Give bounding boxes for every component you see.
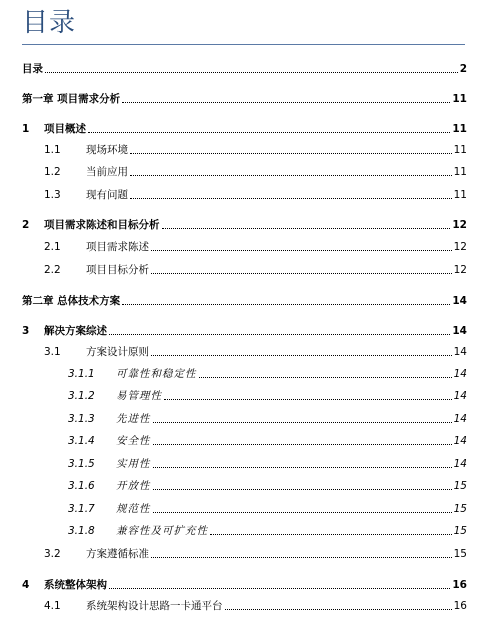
toc-leader-dots [153, 512, 452, 513]
toc-leader-dots [45, 72, 458, 73]
toc-entry-title: 现有问题 [86, 189, 128, 201]
toc-entry[interactable] [44, 262, 467, 278]
document-title: 目录 [22, 8, 77, 38]
toc-entry-number: 2 [22, 219, 30, 231]
toc-entry-title: 第二章 总体技术方案 [22, 295, 121, 307]
toc-entry[interactable] [22, 121, 467, 137]
toc-entry-page: 15 [453, 480, 467, 492]
toc-entry-title: 易管理性 [116, 390, 162, 402]
toc-entry-title: 系统整体架构 [44, 579, 107, 591]
toc-entry-page: 14 [452, 325, 467, 337]
toc-entry-page: 11 [453, 189, 467, 201]
toc-entry-number: 4 [22, 579, 30, 591]
toc-entry-page: 14 [453, 390, 467, 402]
toc-entry-title: 兼容性及可扩充性 [116, 525, 208, 537]
toc-entry[interactable] [68, 433, 467, 449]
toc-entry-title: 项目概述 [44, 123, 86, 135]
toc-leader-dots [153, 444, 452, 445]
toc-entry-title: 可靠性和稳定性 [116, 368, 197, 380]
toc-entry-page: 2 [459, 63, 467, 75]
toc-entry[interactable] [44, 239, 467, 255]
toc-entry-title: 实用性 [116, 458, 151, 470]
toc-entry[interactable] [68, 366, 467, 382]
toc-entry-number: 1.2 [44, 166, 61, 178]
toc-entry-page: 11 [453, 166, 467, 178]
toc-entry-title: 先进性 [116, 413, 151, 425]
toc-entry-page: 14 [452, 295, 467, 307]
toc-leader-dots [151, 250, 452, 251]
toc-entry[interactable] [22, 577, 467, 593]
toc-entry-number: 3.1.2 [68, 390, 95, 402]
toc-entry-number: 3.1.7 [68, 503, 95, 515]
toc-entry[interactable] [22, 61, 467, 77]
toc-entry-page: 14 [453, 435, 467, 447]
toc-entry-page: 11 [452, 93, 467, 105]
toc-leader-dots [164, 399, 452, 400]
toc-leader-dots [162, 228, 451, 229]
toc-entry-number: 3.1.4 [68, 435, 95, 447]
toc-entry-page: 12 [452, 219, 467, 231]
toc-leader-dots [210, 534, 452, 535]
toc-entry[interactable] [68, 501, 467, 517]
toc-entry[interactable] [44, 598, 467, 614]
toc-entry[interactable] [68, 478, 467, 494]
toc-entry-page: 16 [453, 600, 467, 612]
toc-entry-page: 16 [452, 579, 467, 591]
toc-entry-page: 15 [453, 503, 467, 515]
toc-entry-page: 11 [453, 144, 467, 156]
toc-leader-dots [122, 102, 450, 103]
toc-leader-dots [109, 588, 450, 589]
toc-entry-title: 开放性 [116, 480, 151, 492]
toc-entry-number: 3.2 [44, 548, 61, 560]
toc-leader-dots [153, 489, 452, 490]
toc-entry-page: 15 [453, 525, 467, 537]
toc-entry-number: 3.1.8 [68, 525, 95, 537]
toc-entry-page: 12 [453, 241, 467, 253]
toc-entry-number: 2.2 [44, 264, 61, 276]
toc-entry[interactable] [22, 217, 467, 233]
toc-leader-dots [153, 422, 452, 423]
toc-entry-page: 12 [453, 264, 467, 276]
toc-leader-dots [122, 304, 450, 305]
toc-entry-number: 3.1.3 [68, 413, 95, 425]
toc-entry-page: 14 [453, 346, 467, 358]
toc-entry[interactable] [44, 164, 467, 180]
toc-entry[interactable] [44, 546, 467, 562]
toc-entry-title: 现场环境 [86, 144, 128, 156]
toc-entry-page: 11 [452, 123, 467, 135]
toc-entry-title: 方案设计原则 [86, 346, 149, 358]
toc-entry-number: 1.1 [44, 144, 61, 156]
toc-entry-title: 项目需求陈述和目标分析 [44, 219, 160, 231]
toc-entry[interactable] [22, 323, 467, 339]
toc-leader-dots [88, 132, 450, 133]
toc-entry-number: 3.1.5 [68, 458, 95, 470]
toc-leader-dots [151, 355, 452, 356]
toc-entry-number: 1 [22, 123, 30, 135]
toc-entry-page: 14 [453, 368, 467, 380]
title-underline [22, 44, 465, 45]
toc-entry[interactable] [68, 523, 467, 539]
toc-leader-dots [151, 557, 452, 558]
toc-entry-number: 2.1 [44, 241, 61, 253]
toc-entry-title: 方案遵循标准 [86, 548, 149, 560]
toc-entry-page: 15 [453, 548, 467, 560]
toc-entry-number: 3.1.1 [68, 368, 95, 380]
toc-entry-number: 4.1 [44, 600, 61, 612]
toc-leader-dots [153, 467, 452, 468]
toc-entry-title: 解决方案综述 [44, 325, 107, 337]
toc-leader-dots [130, 198, 452, 199]
toc-entry-title: 目录 [22, 63, 43, 75]
toc-entry[interactable] [22, 91, 467, 107]
toc-entry[interactable] [44, 344, 467, 360]
toc-entry-title: 规范性 [116, 503, 151, 515]
toc-leader-dots [151, 273, 452, 274]
toc-entry-number: 3 [22, 325, 30, 337]
toc-entry-title: 安全性 [116, 435, 151, 447]
toc-leader-dots [130, 153, 452, 154]
toc-entry[interactable] [22, 293, 467, 309]
toc-entry[interactable] [44, 187, 467, 203]
toc-entry-number: 1.3 [44, 189, 61, 201]
toc-leader-dots [109, 334, 450, 335]
toc-entry-number: 3.1.6 [68, 480, 95, 492]
toc-entry-title: 项目需求陈述 [86, 241, 149, 253]
toc-entry-page: 14 [453, 413, 467, 425]
toc-entry[interactable] [68, 388, 467, 404]
toc-entry-title: 项目目标分析 [86, 264, 149, 276]
toc-entry[interactable] [44, 142, 467, 158]
toc-entry[interactable] [68, 456, 467, 472]
toc-leader-dots [130, 175, 452, 176]
toc-entry-page: 14 [453, 458, 467, 470]
toc-entry[interactable] [68, 411, 467, 427]
toc-entry-title: 第一章 项目需求分析 [22, 93, 121, 105]
toc-entry-title: 系统架构设计思路一卡通平台 [86, 600, 223, 612]
toc-leader-dots [225, 609, 452, 610]
toc-entry-title: 当前应用 [86, 166, 128, 178]
toc-leader-dots [199, 377, 452, 378]
toc-entry-number: 3.1 [44, 346, 61, 358]
